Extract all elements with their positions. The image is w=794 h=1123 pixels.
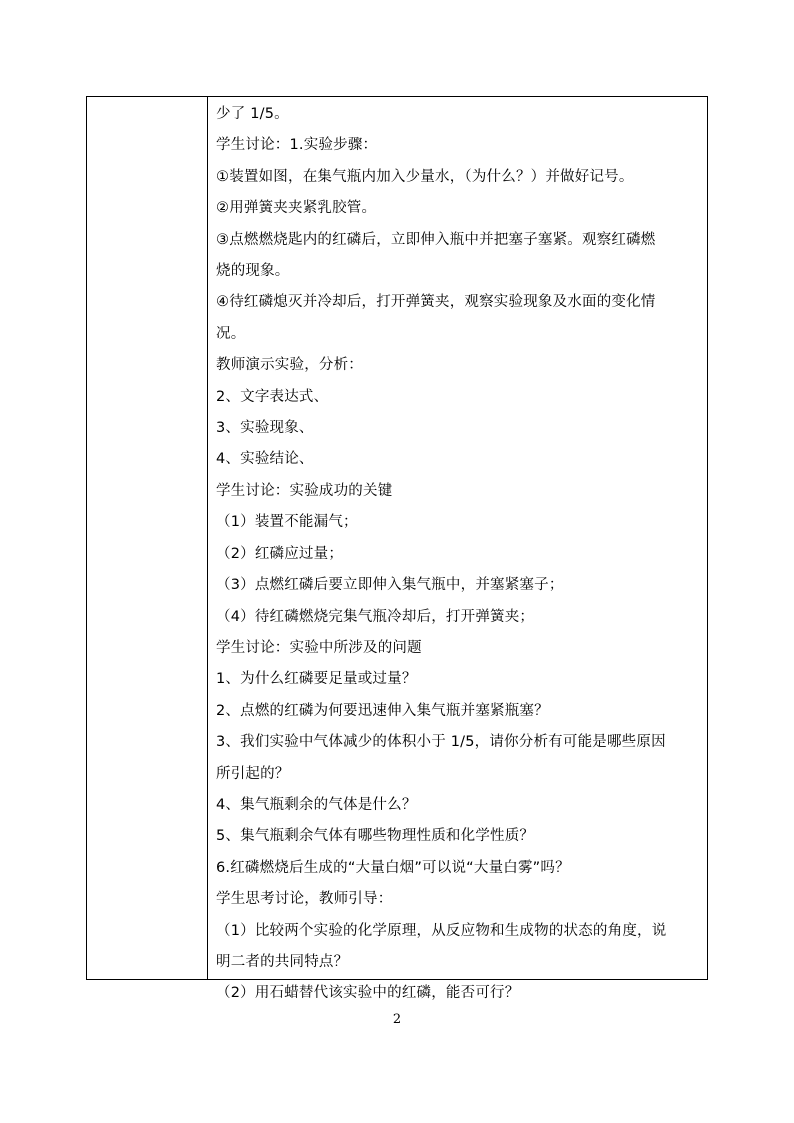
left-column-cell (87, 97, 208, 979)
text-line: 少了 1/5。 (216, 106, 289, 122)
text-line: （1）比较两个实验的化学原理，从反应物和生成物的状态的角度，说 (216, 922, 667, 939)
text-line: 学生思考讨论，教师引导： (216, 891, 393, 908)
text-line: ①装置如图，在集气瓶内加入少量水，（为什么？）并做好记号。 (216, 168, 634, 185)
page-number: 2 (392, 1012, 402, 1027)
text-line: 况。 (216, 325, 246, 342)
text-line: 2、文字表达式、 (216, 388, 329, 405)
text-line: （2）用石蜡替代该实验中的红磷，能否可行？ (216, 985, 520, 1002)
lesson-table (86, 96, 708, 1002)
text-line: 所引起的？ (216, 765, 290, 782)
text-line: 明二者的共同特点？ (216, 953, 349, 970)
text-line: （3）点燃红磷后要立即伸入集气瓶中，并塞紧塞子； (216, 577, 564, 594)
text-line: 6.红磷燃烧后生成的“大量白烟”可以说“大量白雾”吗？ (216, 859, 570, 876)
text-line: （4）待红磷燃烧完集气瓶冷却后，打开弹簧夹； (216, 608, 535, 625)
text-line: （1）装置不能漏气； (216, 514, 358, 531)
text-line: 5、集气瓶剩余气体有哪些物理性质和化学性质？ (216, 828, 535, 845)
text-line: 教师演示实验，分析： (216, 357, 363, 374)
content-cell (209, 97, 707, 1002)
text-line: 4、集气瓶剩余的气体是什么？ (216, 796, 417, 813)
text-line: 2、点燃的红磷为何要迅速伸入集气瓶并塞紧瓶塞？ (216, 702, 549, 719)
text-line: ③点燃燃烧匙内的红磷后，立即伸入瓶中并把塞子塞紧。观察红磷燃 (216, 231, 656, 248)
text-line: 学生讨论：1.实验步骤： (216, 137, 378, 154)
text-line: 学生讨论：实验成功的关键 (216, 482, 393, 499)
text-line: 3、我们实验中气体减少的体积小于 1/5，请你分析有可能是哪些原因 (216, 734, 666, 751)
text-line: 学生讨论：实验中所涉及的问题 (216, 639, 422, 656)
text-line: 4、实验结论、 (216, 451, 314, 468)
text-line: 3、实验现象、 (216, 420, 314, 437)
text-line: 1、为什么红磷要足量或过量？ (216, 671, 417, 688)
text-line: ②用弹簧夹夹紧乳胶管。 (216, 200, 377, 217)
text-line: 烧的现象。 (216, 263, 290, 280)
text-line: （2）红磷应过量； (216, 545, 344, 562)
text-line: ④待红磷熄灭并冷却后，打开弹簧夹，观察实验现象及水面的变化情 (216, 294, 656, 311)
